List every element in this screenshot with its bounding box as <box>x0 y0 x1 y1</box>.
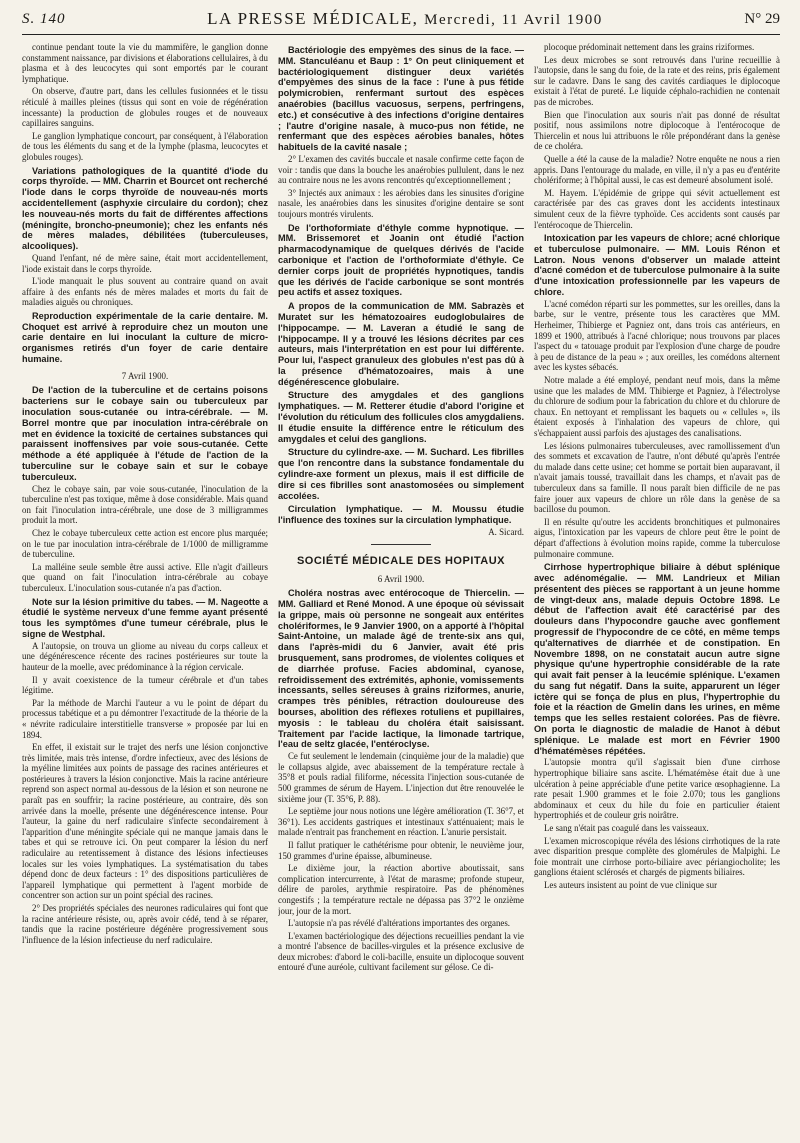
paragraph: La malléine seule semble être aussi active. Elle n'agit d'ailleurs que quand on fait l'inoculation intra-cérébrale au cobaye tuberculeux. L'inoculation sous-cutanée n'a pas d'action. <box>22 561 268 593</box>
paragraph: En effet, il existait sur le trajet des nerfs une lésion conjonctive très limitée, mais très intense, d'ordre infectieux, avec des lésions de la myéline limitées aux points de passage des racines antérieures et postérieures à travers la lésion conjonctive. Mais la racine antérieure reprend son aspect normal au-dessous de la lésion et son neurone ne paraît pas en souffrir; la racine postérieure, au contraire, dès son arrivée dans la moelle, présente une dégénérescence intense. Pour l'auteur, la gaine du nerf radiculaire s'infecte secondairement à l'apparition d'une méningite spéciale qui ne manque jamais dans le tabes et qui se retrouve ici. On peut comparer la lésion du nerf radiculaire au retentissement à distance des lésions infectieuses locales sur les voies lymphatiques. La systématisation du tabes dépend donc de deux facteurs : 1° des dispositions particulières de l'appareil lymphatique qui permettent à l'agent morbide de concentrer son action sur un point spécial des racines. <box>22 742 268 901</box>
paragraph: L'examen bactériologique des déjections recueillies pendant la vie a montré l'absence de bacilles-virgules et la présence exclusive de deux microbes: d'abord le coli-bacille, ensuite un diplocoque souvent entouré d'une auréole, cultivant facilement sur gélose. Ce di- <box>278 930 524 973</box>
section-heading: Intoxication par les vapeurs de chlore; acné chlorique et tuberculose pulmonaire. — MM. Louis Rénon et Latron. Nous venons d'observer un malade atteint d'acné comédon et de tuberculose pulmonaire à la suite d'une intoxication professionnelle par les vapeurs de chlore. <box>534 233 780 298</box>
paragraph: Le ganglion lymphatique concourt, par conséquent, à l'élaboration de tous les éléments du sang et de la lymphe (plasma, leucocytes et globules rouges). <box>22 130 268 162</box>
paragraph: 2° Des propriétés spéciales des neurones radiculaires qui font que la racine antérieure résiste, ou, après avoir cédé, tend à se réparer, tandis que la racine postérieure dégénère progressivement sous l'influence de la lésion infectieuse du nerf radiculaire. <box>22 903 268 945</box>
paragraph: plocoque prédominait nettement dans les grains riziformes. <box>544 42 755 52</box>
issue-number: N° 29 <box>744 10 780 27</box>
section-heading: Circulation lymphatique. — M. Moussu étudie l'influence des toxines sur la circulation lymphatique. <box>278 504 524 526</box>
paragraph: Le sang n'était pas coagulé dans les vaisseaux. <box>544 823 709 834</box>
section-heading: Variations pathologiques de la quantité d'iode du corps thyroïde. — MM. Charrin et Bourcet ont recherché l'iode dans le corps thyroïde de nouveau-nés morts accidentellement (asphyxie circulaire du cordon); chez les nouveau-nés morts du fait de différentes affections (méningite, broncho-pneumonie); chez les enfants nés de mères malades, débilitées (tuberculeuses, alcooliques). <box>22 165 268 252</box>
section-heading: Structure des amygdales et des ganglions lymphatiques. — M. Retterer étudie d'abord l'origine et l'évolution du réticulum des follicules clos amygdaliens. Il étudie ensuite la différence entre le réticulum des amygdales et celui des ganglions. <box>278 390 524 444</box>
section-heading: Choléra nostras avec entérocoque de Thiercelin. — MM. Galliard et René Monod. A une époque où sévissait la grippe, mais où personne ne songeait aux entérites cholériformes, le 9 Janvier 1900, on a apporté à l'hôpital Saint-Antoine, un malade âgé de trente-six ans qui, dans l'après-midi du 6 Janvier, avait été pris brusquement, sans prodromes, de violentes coliques et de diarrhée profuse. Facies abdominal, cyanose, refroidissement des extrémités, aphonie, vomissements incessants, selles séreuses à grains riziformes, anurie, crampes très pénibles, rétraction douloureuse des bourses, abolition des réflexes rotuliens et pupillaires, myosis : le tableau du choléra était saisissant. Traitement par l'acide lactique, la limonade tartrique, l'eau de seltz glacée, l'entéroclyse. <box>278 588 524 750</box>
column-3 <box>534 42 780 1138</box>
paragraph: Quelle a été la cause de la maladie? Notre enquête ne nous a rien appris. Dans l'entourage du malade, en ville, il n'y a pas eu d'entérite cholériforme; à l'hôpital aussi, le cas est demeuré absolument isolé. <box>534 153 780 186</box>
section-divider <box>371 544 431 545</box>
section-heading: Reproduction expérimentale de la carie dentaire. M. Choquet est arrivé à reproduire chez un mouton une carie dentaire en lui inoculant la culture de micro-organismes retirés d'un foyer de carie dentaire humaine. <box>22 310 268 365</box>
page-header <box>22 4 780 35</box>
paragraph: Les deux microbes se sont retrouvés dans l'urine recueillie à l'autopsie, dans le sang du foie, de la rate et des reins, pris également sur le cadavre. Dans le sang des cavités cardiaques le diplocoque existait à l'état de pureté. Le liquide céphalo-rachidien ne contenait pas de microbes. <box>534 54 780 107</box>
paragraph: Les lésions pulmonaires tuberculeuses, avec ramollissement d'un des sommets et excavation de l'autre, n'ont débuté qu'après l'entrée du malade dans cette usine; cet homme se portait bien auparavant, il n'avait jamais toussé, travaillait dans les champs, et n'avait pas de tuberculeux dans sa famille. Il nous paraît bien difficile de ne pas faire jouer aux vapeurs de chlore un rôle dans la genèse de sa bacillose du poumon. <box>534 440 780 515</box>
paragraph: L'autopsie n'a pas révélé d'altérations importantes des organes. <box>288 918 511 929</box>
paragraph: Il y avait coexistence de la tumeur cérébrale et d'un tabes légitime. <box>22 674 268 696</box>
paragraph: Chez le cobaye tuberculeux cette action est encore plus marquée; on le tue par inoculation intra-cérébrale de 1/1000 de milligramme de tuberculine. <box>22 528 268 560</box>
paragraph: Les auteurs insistent au point de vue clinique sur <box>544 880 718 890</box>
masthead <box>207 9 603 29</box>
section-heading: De l'orthoformiate d'éthyle comme hypnotique. — MM. Brissemoret et Joanin ont étudié l'action pharmacodynamique de quelques dérivés de l'acide carbonique et l'action de l'orthoformiate d'éthyle. Ce dernier corps jouit de propriétés hypnotiques, tandis que les dérivés de l'acide carbonique se sont montrés peu actifs et assez toxiques. <box>278 222 524 298</box>
column-2 <box>278 42 524 1138</box>
paragraph: L'autopsie montra qu'il s'agissait bien d'une cirrhose hypertrophique biliaire sans ascite. L'hématémèse était due à une ulcération à peine appréciable d'une petite varice œsophagienne. La rate pesait 1.900 grammes et le foie 2.070; tous les ganglions abdominaux et ceux du hile du foie en particulier étaient hypertrophiés et de couleur gris noirâtre. <box>534 757 780 821</box>
paragraph: Le dixième jour, la réaction abortive aboutissait, sans complication intercurrente, à l'état de marasme; profonde stupeur, délire de paroles, arythmie respiratoire. Pas de phénomènes congestifs ; la température rectale ne dépassa pas 37°2 le onzième jour, jour de la mort. <box>278 863 524 916</box>
paragraph: Chez le cobaye sain, par voie sous-cutanée, l'inoculation de la tuberculine n'est pas toxique, même à dose considérable. Mais quand on fait l'inoculation intra-cérébrale, une dose de 3 milligrammes produit la mort. <box>22 483 268 526</box>
paragraph: Bien que l'inoculation aux souris n'ait pas donné de résultat positif, nous assimilons notre diplocoque à l'entérocoque de Thiercelin et nous lui attribuons le rôle prépondérant dans la genèse de ce choléra. <box>534 109 780 152</box>
paragraph: Le septième jour nous notions une légère amélioration (T. 36°7, et 36°1). Les accidents gastriques et intestinaux s'atténuaient; mais le malade n'entrait pas franchement en réaction. L'anurie persistait. <box>278 806 524 838</box>
paragraph: M. Hayem. L'épidémie de grippe qui sévit actuellement est caractérisée par des cas graves dont les accidents intestinaux simulent ceux de la fièvre typhoïde. Ces accidents sont causés par l'entérocoque de Thiercelin. <box>534 187 780 230</box>
column-1 <box>22 42 268 1138</box>
paragraph: L'examen microscopique révéla des lésions cirrhotiques de la rate avec disparition presque complète des glomérules de Malpighi. Le foie montrait une cirrhose porto-biliaire avec périangiocholite; les ganglions étaient sclérosés et chargés de pigments biliaires. <box>534 835 780 878</box>
text-columns <box>22 42 780 1138</box>
paragraph: L'acné comédon réparti sur les pommettes, sur les oreilles, dans la barbe, sur le ventre, présente tous les caractères que MM. Herheimer, Thibierge et Pagniez ont, dans trois cas antérieurs, en 1899 et 1900, attribués à l'acné chlorique; nous trouvons par places l'aspect du « tatouage produit par l'explosion d'une charge de poudre à peu de distance de la peau » ; aux oreilles, les comédons alternent avec les kystes sébacés. <box>534 298 780 373</box>
paragraph: Ce fut seulement le lendemain (cinquième jour de la maladie) que le collapsus algide, avec abaissement de la température rectale à 35°8 et pouls radial filiforme, nécessita l'injection sous-cutanée de 500 grammes de sérum de Hayem. L'injection dut être renouvelée le sixième jour (T. 35°6, P. 88). <box>278 751 524 804</box>
section-heading: Note sur la lésion primitive du tabes. — M. Nageotte a étudié le système nerveux d'une femme ayant présenté tous les symptômes d'une tumeur cérébrale, plus le signe de Westphal. <box>22 596 268 639</box>
paragraph: A l'autopsie, on trouva un gliome au niveau du corps calleux et une dégénérescence récente des racines postérieures sur toute la hauteur de la moelle, avec prédominance à la région cervicale. <box>22 640 268 672</box>
section-heading: De l'action de la tuberculine et de certains poisons bacteriens sur le cobaye sain ou tuberculeux par inoculation sous-cutanée ou intra-cérébrale. — M. Borrel montre que par inoculation intra-cérébrale on met en évidence la toxicité de certaines substances qui paraissent inoffensives par voie sous-cutanée. Cette méthode a été appliquée à l'étude de l'action de la tuberculine sur le cobaye sain et sur le cobaye tuberculeux. <box>22 385 268 482</box>
paragraph: Notre malade a été employé, pendant neuf mois, dans la même usine que les malades de MM. Thibierge et Pagniez, à l'électrolyse du chlorure de sodium pour la fabrication du chlore et du chlorure de chaux. En nettoyant et remplissant les baquets ou « cellules », ils étaient exposés à l'inhalation des vapeurs de chlore, qui s'échappaient aussi parfois des ajustages des canalisations. <box>534 375 780 438</box>
section-heading: Structure du cylindre-axe. — M. Suchard. Les fibrilles que l'on rencontre dans la substance fondamentale du cylindre-axe forment un plexus, mais il est difficile de dire si ces fibrilles sont anastomosées ou simplement accolées. <box>278 447 524 501</box>
page-number: S. 140 <box>22 10 66 27</box>
section-heading: A propos de la communication de MM. Sabrazès et Muratet sur les hématozoaires eudoglobulaires de l'hippocampe. — M. Laveran a étudié le sang de l'hippocampe. Il y a trouvé les lésions décrites par ces auteurs, mais l'interprétation en est pour lui différente. Pour lui, l'aspect granuleux des globules n'est pas dû à la présence d'hématozoaires, mais à une dégénérescence globulaire. <box>278 301 524 387</box>
paragraph: Quand l'enfant, né de mère saine, était mort accidentellement, l'iode existait dans le corps thyroïde. <box>22 252 268 274</box>
session-date: 7 Avril 1900. <box>121 370 169 381</box>
paragraph: Il en résulte qu'outre les accidents bronchitiques et pulmonaires aigus, l'intoxication par les vapeurs de chlore peut être le point de départ d'affections à évolution moins rapide, comme la tuberculose pulmonaire commune. <box>534 516 780 559</box>
section-heading: Bactériologie des empyèmes des sinus de la face. — MM. Stanculéanu et Baup : 1° On peut cliniquement et bactériologiquement distinguer deux variétés d'empyèmes des sinus de la face : l'une à pus fétide polymicrobien, renfermant surtout des espèces anaérobies (bacillus vacuosus, serpens, perfringens, etc.) et consécutive à des infections d'origine dentaires ; l'autre d'origine nasale, à muco-pus non fétide, ne renfermant que des espèces aérobies banales, hôtes habituels de la cavité nasale ; <box>278 45 524 153</box>
issue-date: Mercredi, 11 Avril 1900 <box>424 12 603 28</box>
paragraph: Par la méthode de Marchi l'auteur a vu le point de départ du processus tabétique et a pu démontrer l'exactitude de la théorie de la « névrite radiculaire interstitielle transverse » proposée par lui en 1894. <box>22 697 268 740</box>
paragraph: continue pendant toute la vie du mammifère, le ganglion donne constamment naissance, par divisions et élaborations cellulaires, à du plasma et à des leucocytes qui sont emportés par le courant lymphatique. <box>22 42 268 84</box>
newspaper-page <box>22 0 780 1143</box>
society-title: SOCIÉTÉ MÉDICALE DES HOPITAUX <box>296 554 506 567</box>
section-heading: Cirrhose hypertrophique biliaire à début splénique avec adénomégalie. — MM. Landrieux et Milian présentent des pièces se rapportant à un jeune homme de vingt-deux ans, malade depuis Octobre 1898. Le début de l'affection avait été caractérisé par des douleurs dans l'hypocondre gauche avec gonflement progressif de l'hypocondre de ce côté, en même temps qu'alternatives de diarrhée et de constipation. En Novembre 1898, on ne constatait aucun autre signe physique qu'une hypertrophie considérable de la rate qui avait fait penser à la leucémie splénique. L'examen du sang fut négatif. Dans la suite, apparurent un léger ictère qui se fonça de plus en plus, l'hypertrophie du foie et la réaction de Gmelin dans les urines, en même temps que les selles restaient colorées. Pas de fièvre. On porta le diagnostic de maladie de Hanot à début splénique. Le malade est mort en Février 1900 d'hématémèses répétées. <box>534 562 780 756</box>
session-date: 6 Avril 1900. <box>377 573 425 584</box>
author-signature: A. Sicard. <box>488 527 524 538</box>
journal-title: LA PRESSE MÉDICALE, <box>207 9 419 28</box>
paragraph: 3° Injectés aux animaux : les aérobies dans les sinusites d'origine nasale, les anaérobies dans les sinusites d'origine dentaire se sont toujours montrés virulents. <box>278 187 524 219</box>
paragraph: 2° L'examen des cavités buccale et nasale confirme cette façon de voir : tandis que dans la bouche les anaérobies pullulent, dans le nez au contraire nous ne les avons rencontrés qu'exceptionnellement ; <box>278 153 524 186</box>
paragraph: Il fallut pratiquer le cathétérisme pour obtenir, le neuvième jour, 150 grammes d'urine épaisse, albumineuse. <box>278 839 524 861</box>
paragraph: On observe, d'autre part, dans les cellules fusionnées et le tissu réticulé à mailles pleines (tissus qui sont en voie de régénération incessante) la production de globules rouges et de nouveaux capillaires sanguins. <box>22 86 268 129</box>
paragraph: L'iode manquait le plus souvent au contraire quand on avait affaire à des enfants nés de mères malades et morts du fait de maladies aiguës ou chroniques. <box>22 276 268 308</box>
